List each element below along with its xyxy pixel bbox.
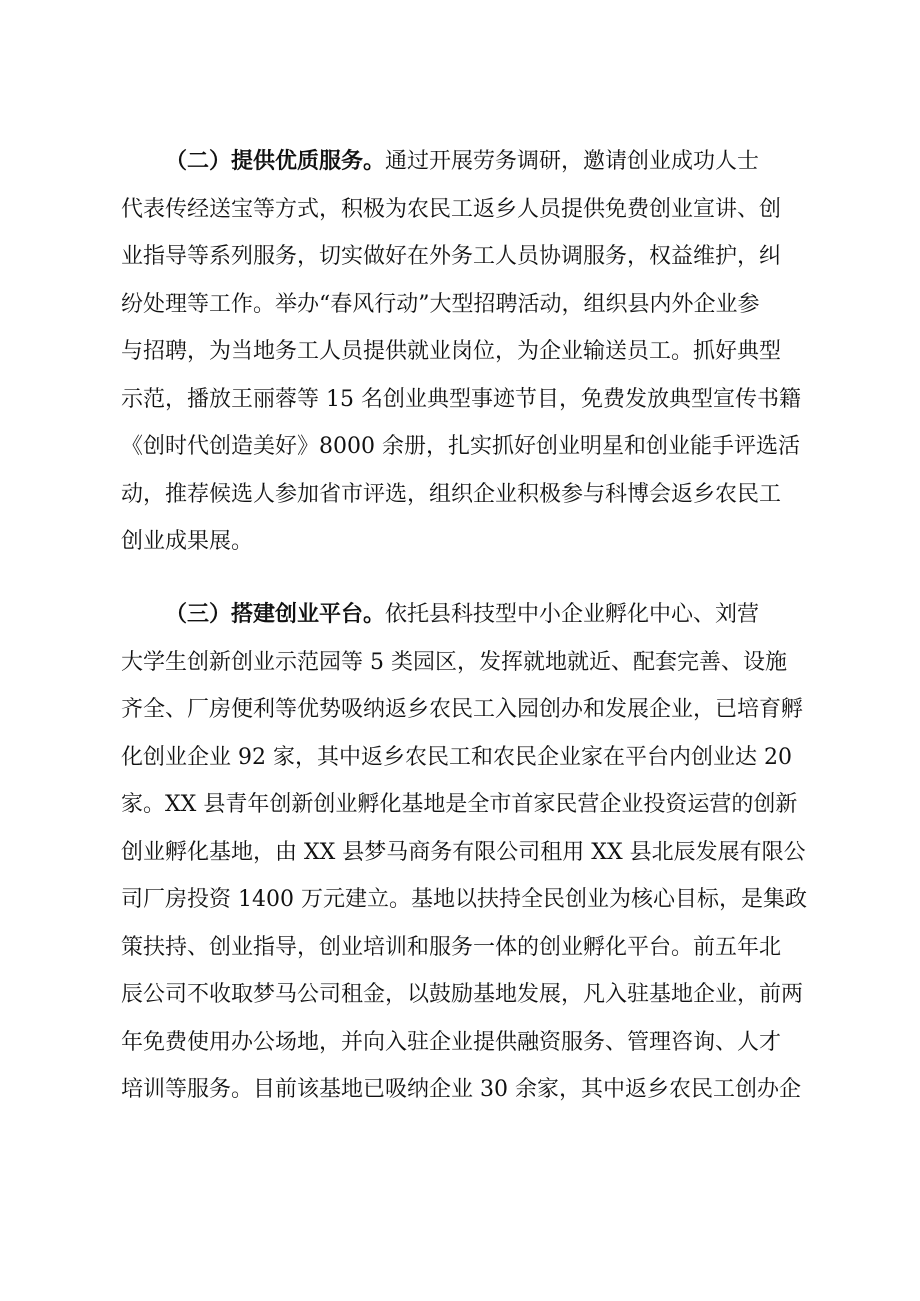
paragraph-line: 家。XX 县青年创新创业孵化基地是全市首家民营企业投资运营的创新 [121,792,798,817]
paragraph-line: 创业成果展。 [121,529,254,554]
paragraph-line: 动，推荐候选人参加省市评选，组织企业积极参与科博会返乡农民工 [121,481,782,507]
paragraph-line: 大学生创新创业示范园等 5 类园区，发挥就地就近、配套完善、设施 [121,649,787,675]
section-heading: （三）搭建创业平台。 [165,601,386,627]
paragraph-first-line [121,591,811,639]
paragraph-line: 纷处理等工作。举办“春风行动”大型招聘活动，组织县内外企业参 [121,291,760,317]
paragraph-line: 司厂房投资 1400 万元建立。基地以扶持全民创业为核心目标，是集政 [121,887,807,912]
paragraph-line: 与招聘，为当地务工人员提供就业岗位，为企业输送员工。抓好典型 [121,339,782,364]
paragraph-text: 依托县科技型中小企业孵化中心、刘营 [385,602,760,627]
paragraph-first-line [121,138,811,186]
section-heading: （二）提供优质服务。 [165,148,386,174]
section-build-entrepreneurship-platform [121,591,811,1114]
paragraph-line: 代表传经送宝等方式，积极为农民工返乡人员提供免费创业宣讲、创 [121,196,782,222]
paragraph-line: 化创业企业 92 家，其中返乡农民工和农民企业家在平台内创业达 20 [121,744,792,770]
paragraph-line: 业指导等系列服务，切实做好在外务工人员协调服务，权益维护，纠 [121,244,782,269]
paragraph-line: 齐全、厂房便利等优势吸纳返乡农民工入园创办和发展企业，已培育孵 [121,697,804,722]
paragraph-line: 示范，播放王丽蓉等 15 名创业典型事迹节目，免费发放典型宣传书籍 [121,386,801,412]
paragraph-line: 培训等服务。目前该基地已吸纳企业 30 余家，其中返乡农民工创办企 [121,1077,801,1102]
paragraph-line: 辰公司不收取梦马公司租金，以鼓励基地发展，凡入驻基地企业，前两 [121,982,804,1007]
paragraph-line: 创业孵化基地，由 XX 县梦马商务有限公司租用 XX 县北辰发展有限公 [121,839,806,865]
paragraph-line: 策扶持、创业指导，创业培训和服务一体的创业孵化平台。前五年北 [121,934,782,960]
section-provide-quality-services [121,138,811,566]
paragraph-text: 通过开展劳务调研，邀请创业成功人士 [385,149,760,174]
paragraph-line: 《创时代创造美好》8000 余册，扎实抓好创业明星和创业能手评选活 [121,434,800,459]
paragraph-line: 年免费使用办公场地，并向入驻企业提供融资服务、管理咨询、人才 [121,1029,782,1055]
